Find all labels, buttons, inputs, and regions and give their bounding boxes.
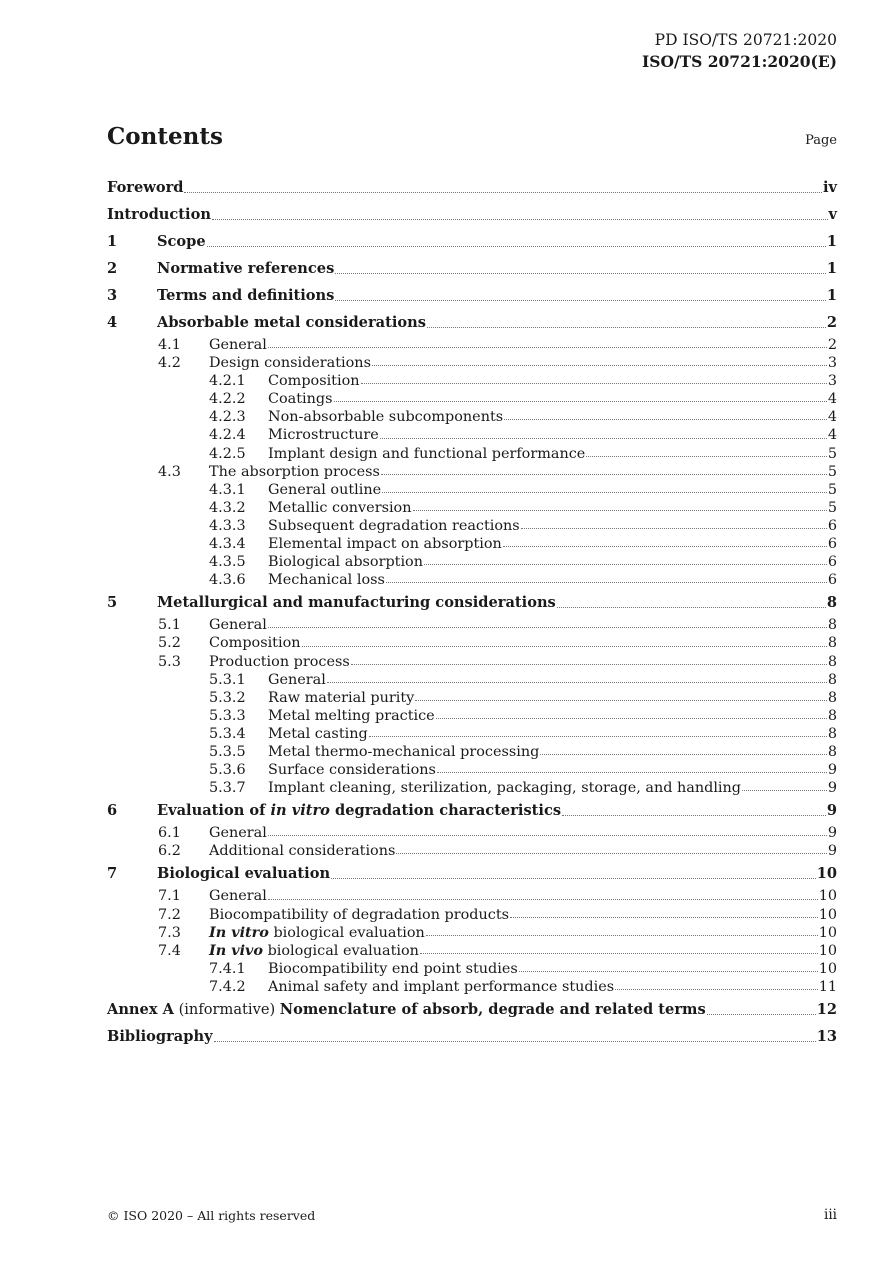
toc-entry-page: 5 [827,499,837,516]
toc-entry-title: General [268,671,326,688]
toc-entry[interactable] [107,201,837,228]
toc-entry-page: 10 [816,865,837,883]
toc-dot-leader [302,645,827,647]
toc-dot-leader [214,1040,816,1042]
toc-dot-leader [372,364,827,366]
toc-entry-page: 9 [826,802,837,820]
toc-entry-number: 4.3 [158,463,181,480]
toc-entry[interactable] [107,779,837,797]
toc-entry-number: 4.3.5 [209,554,246,571]
toc-dot-leader [562,814,826,816]
toc-entry-number: 6 [107,802,118,820]
toc-entry[interactable] [107,978,837,996]
toc-dot-leader [420,952,818,954]
toc-entry-title: Metal casting [268,725,368,742]
toc-entry[interactable] [107,228,837,255]
toc-dot-leader [519,970,818,972]
toc-entry-title: Design considerations [209,355,371,372]
toc-entry-number: 5.3.2 [209,689,246,706]
toc-entry-title: General [209,825,267,842]
toc-dot-leader [396,852,826,854]
toc-entry-title: The absorption process [209,463,380,480]
toc-entry-title: General [209,888,267,905]
toc-entry[interactable] [107,571,837,589]
toc-entry-title: Implant design and functional performance [268,445,586,462]
toc-title-part: In vitro [209,923,269,941]
toc-dot-leader [436,717,827,719]
toc-entry-page: 5 [827,481,837,498]
toc-entry-page: 13 [816,1028,837,1045]
toc-entry[interactable] [107,924,837,942]
toc-title-part: biological evaluation [268,924,425,941]
toc-entry-page: 6 [827,572,837,589]
toc-entry[interactable] [107,616,837,634]
toc-entry[interactable] [107,372,837,390]
toc-entry[interactable] [107,354,837,372]
toc-dot-leader [427,326,826,328]
toc-entry-page: 1 [826,287,837,304]
toc-entry-title: Metallurgical and manufacturing considerations [157,594,556,612]
toc-entry[interactable] [107,671,837,689]
toc-title-part: Evaluation of [157,802,271,820]
toc-entry-number: 4.3.4 [209,536,246,553]
toc-entry-number: 5.3.4 [209,725,246,742]
toc-entry-title: Composition [268,373,360,390]
toc-dot-leader [615,988,818,990]
toc-entry[interactable] [107,426,837,444]
toc-entry-page: 12 [816,1001,837,1018]
toc-entry-title: Terms and definitions [157,287,335,304]
toc-entry[interactable] [107,336,837,354]
toc-entry[interactable] [107,653,837,671]
toc-dot-leader [268,346,827,348]
toc-entry-page: 11 [818,978,837,995]
toc-entry-title: Normative references [157,260,335,277]
toc-entry-number: 4.3.2 [209,499,246,516]
toc-dot-leader [331,877,816,879]
toc-dot-leader [380,437,827,439]
toc-entry-number: 7.4.2 [209,978,246,995]
toc-entry-number: 5.3.5 [209,743,246,760]
toc-dot-leader [268,834,827,836]
toc-entry-page: 4 [827,391,837,408]
toc-entry-number: 7.4 [158,942,181,959]
toc-dot-leader [424,563,827,565]
toc-dot-leader [207,245,826,247]
toc-entry[interactable] [107,499,837,517]
toc-entry-page: 8 [827,617,837,634]
toc-entry-page: 8 [827,725,837,742]
header-standard-number: ISO/TS 20721:2020(E) [642,52,837,71]
toc-dot-leader [413,509,827,511]
toc-dot-leader [351,663,827,665]
toc-entry-number: 1 [107,233,118,250]
toc-entry-number: 4.3.6 [209,572,246,589]
toc-entry-number: 5.1 [158,617,181,634]
toc-dot-leader [335,299,825,301]
toc-dot-leader [437,771,827,773]
toc-entry-number: 5.3.3 [209,707,246,724]
toc-dot-leader [742,789,827,791]
toc-entry-number: 7.1 [158,888,181,905]
toc-title-part: in vitro [270,802,330,820]
toc-entry-number: 7.3 [158,924,181,941]
toc-dot-leader [369,735,827,737]
toc-entry-number: 4.2.5 [209,445,246,462]
toc-dot-leader [386,581,827,583]
toc-entry-page: 10 [818,942,837,959]
toc-entry-number: 5.3.7 [209,780,246,797]
toc-entry-title [209,924,425,942]
toc-dot-leader [586,455,827,457]
toc-entry[interactable] [107,906,837,924]
toc-title-part: (informative) [173,1001,280,1018]
page-column-label: Page [805,133,837,148]
toc-entry-page: 1 [826,233,837,250]
toc-entry-number: 4.3.3 [209,517,246,534]
header-pd-number: PD ISO/TS 20721:2020 [654,31,837,49]
toc-entry-title: Raw material purity [268,689,415,706]
toc-dot-leader [426,934,818,936]
toc-entry-number: 4.3.1 [209,481,246,498]
toc-entry-title: Implant cleaning, sterilization, packaging, storage, and handling [268,780,742,797]
toc-entry-number: 4.2 [158,355,181,372]
toc-dot-leader [521,527,827,529]
toc-entry-number: 4.2.4 [209,427,246,444]
toc-entry[interactable] [107,942,837,960]
toc-entry-page: 5 [827,463,837,480]
toc-entry[interactable] [107,463,837,481]
toc-entry-title: Absorbable metal considerations [157,314,426,331]
toc-entry[interactable] [107,996,837,1023]
toc-entry-title: Biocompatibility end point studies [268,960,518,977]
toc-entry[interactable] [107,535,837,553]
toc-entry-page: 4 [827,409,837,426]
toc-entry-title: Composition [209,635,301,652]
toc-entry-title: General [209,617,267,634]
toc-entry-number: 4.2.3 [209,409,246,426]
toc-entry-number: 5 [107,594,118,612]
toc-dot-leader [504,418,827,420]
toc-entry-page: 8 [827,653,837,670]
footer-page-number: iii [824,1207,837,1223]
toc-entry-number: 4.1 [158,337,181,353]
toc-title-part: In vivo [209,941,263,959]
toc-entry-title: Surface considerations [268,762,436,779]
toc-entry[interactable] [107,1023,837,1050]
toc-entry-number: 6.2 [158,843,181,860]
toc-entry-page: 9 [827,843,837,860]
toc-entry-number: 5.3.1 [209,671,246,688]
toc-entry[interactable] [107,860,837,887]
toc-entry-page: 8 [826,594,837,612]
toc-entry-title: Biocompatibility of degradation products [209,906,510,923]
toc-entry-title [157,797,561,824]
toc-entry-number: 5.3.6 [209,762,246,779]
toc-entry-page: 8 [827,743,837,760]
toc-entry[interactable] [107,481,837,499]
toc-dot-leader [707,1013,816,1015]
toc-entry[interactable] [107,887,837,905]
toc-entry-number: 2 [107,260,118,277]
toc-entry[interactable] [107,725,837,743]
toc-entry-page: 9 [827,780,837,797]
toc-entry-number: 3 [107,287,118,304]
toc-entry[interactable] [107,842,837,860]
toc-entry-page: 8 [827,707,837,724]
toc-dot-leader [510,916,818,918]
toc-entry-title: Mechanical loss [268,572,385,589]
toc-dot-leader [503,545,827,547]
toc-entry-title: Non-absorbable subcomponents [268,409,504,426]
toc-entry[interactable] [107,761,837,779]
toc-dot-leader [557,606,826,608]
toc-entry-title: Microstructure [268,427,379,444]
toc-entry-page: 8 [827,671,837,688]
toc-entry-title: Production process [209,653,350,670]
toc-entry-title: Metal thermo-mechanical processing [268,743,540,760]
toc-dot-leader [268,626,827,628]
toc-entry-title: Scope [157,233,206,250]
toc-entry-title [209,942,419,960]
toc-entry[interactable] [107,689,837,707]
toc-dot-leader [212,218,828,220]
toc-entry-number: 6.1 [158,825,181,842]
toc-entry-page: 10 [818,960,837,977]
toc-entry-page: 6 [827,554,837,571]
table-of-contents [107,174,837,1050]
toc-entry-title: Coatings [268,391,333,408]
toc-entry-page: 9 [827,762,837,779]
toc-title-part: degradation characteristics [329,802,562,820]
toc-entry[interactable] [107,255,837,282]
toc-entry-page: 3 [827,355,837,372]
toc-entry-title: Foreword [107,179,184,196]
toc-entry-title: General outline [268,481,382,498]
toc-entry-number: 5.3 [158,653,181,670]
toc-entry[interactable] [107,174,837,201]
toc-entry-title: Biological absorption [268,554,423,571]
toc-entry-title: General [209,337,267,353]
toc-entry[interactable] [107,634,837,652]
toc-entry-number: 5.2 [158,635,181,652]
toc-entry[interactable] [107,309,837,336]
toc-entry[interactable] [107,445,837,463]
toc-entry-number: 7.2 [158,906,181,923]
toc-entry-page: 8 [827,635,837,652]
toc-entry[interactable] [107,824,837,842]
toc-entry-number: 7 [107,865,118,883]
toc-entry-title [107,996,706,1023]
toc-entry-number: 7.4.1 [209,960,246,977]
toc-title-part: Nomenclature of absorb, degrade and related terms [279,1001,706,1018]
toc-entry[interactable] [107,553,837,571]
toc-entry-page: 3 [827,373,837,390]
toc-dot-leader [335,272,826,274]
toc-entry[interactable] [107,408,837,426]
toc-dot-leader [540,753,826,755]
toc-entry-page: 10 [818,888,837,905]
toc-dot-leader [184,191,822,193]
toc-entry-page: iv [822,179,837,196]
toc-entry[interactable] [107,707,837,725]
toc-title-part: Annex A [107,1001,174,1018]
toc-entry-page: v [828,206,837,223]
toc-entry-page: 2 [826,314,837,331]
toc-entry-title: Introduction [107,206,211,223]
toc-entry-page: 8 [827,689,837,706]
toc-entry-title: Additional considerations [209,843,396,860]
footer-copyright: © ISO 2020 – All rights reserved [107,1208,316,1223]
toc-entry-title: Biological evaluation [157,865,331,883]
toc-entry[interactable] [107,517,837,535]
toc-dot-leader [415,699,827,701]
toc-entry-number: 4 [107,314,118,331]
toc-entry-page: 1 [826,260,837,277]
toc-entry-title: Metal melting practice [268,707,435,724]
toc-entry-page: 9 [827,825,837,842]
toc-entry[interactable] [107,960,837,978]
toc-entry-title: Animal safety and implant performance studies [268,978,615,995]
page-title: Contents [107,123,223,150]
toc-entry-page: 5 [827,445,837,462]
toc-title-part: biological evaluation [263,942,419,959]
toc-dot-leader [361,382,827,384]
toc-entry[interactable] [107,282,837,309]
toc-entry[interactable] [107,797,837,824]
toc-entry-page: 2 [827,337,837,353]
toc-dot-leader [381,473,827,475]
toc-entry-title: Metallic conversion [268,499,412,516]
toc-entry-number: 4.2.2 [209,391,246,408]
toc-entry-title: Elemental impact on absorption [268,536,502,553]
toc-entry[interactable] [107,743,837,761]
toc-dot-leader [268,898,818,900]
toc-dot-leader [327,681,827,683]
toc-entry-page: 10 [818,924,837,941]
toc-entry[interactable] [107,390,837,408]
toc-dot-leader [382,491,827,493]
toc-entry-title: Bibliography [107,1028,213,1045]
toc-entry-title: Subsequent degradation reactions [268,517,520,534]
toc-entry-page: 6 [827,517,837,534]
toc-entry-page: 10 [818,906,837,923]
toc-entry[interactable] [107,589,837,616]
toc-entry-page: 6 [827,536,837,553]
toc-entry-number: 4.2.1 [209,373,246,390]
document-header [642,30,837,72]
toc-entry-page: 4 [827,427,837,444]
toc-dot-leader [334,400,827,402]
